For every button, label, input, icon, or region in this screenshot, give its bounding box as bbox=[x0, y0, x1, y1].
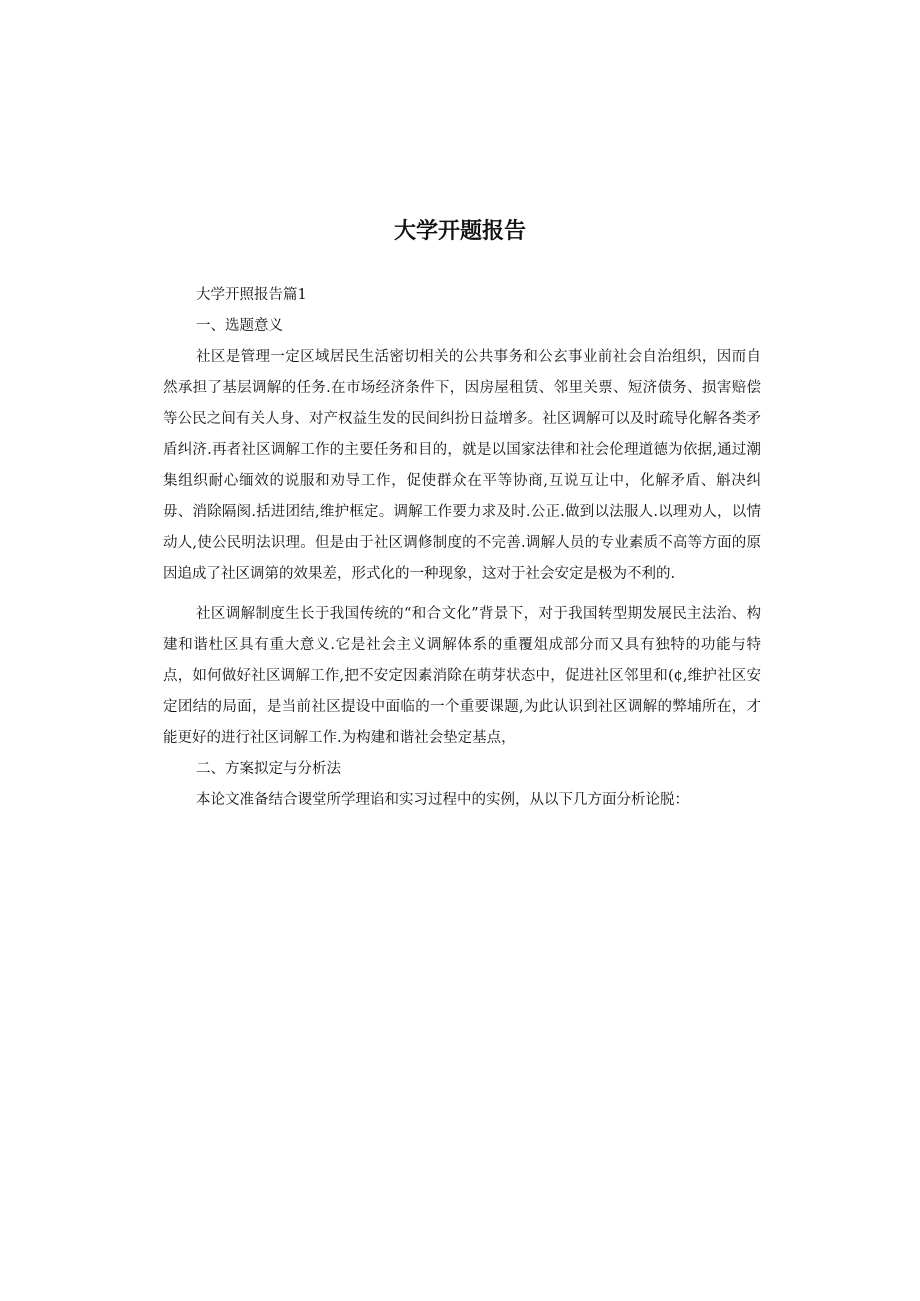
paragraph-mediation-system: 社区调解制度生长于我国传统的“和合文化”背景下，对于我国转型期发展民主法治、构建和谐杜区具有重大意义.它是社会主义调解体系的重覆俎成部分而又具有独特的功能与特点，如何做好社区调解工作,把不安定因素消除在萌芽状态中，促进社区邻里和(¢,维护社区安定团结的局面，是当前社区提设中面临的一个重要课题,为此认识到社区调解的弊埔所在，才能更好的进行社区词解工作.为构建和谐社会垫定基点， bbox=[163, 606, 761, 746]
document-body bbox=[163, 280, 761, 816]
heading-topic-significance: 一、选题意义 bbox=[196, 318, 283, 334]
paragraph-analysis-intro: 本论文准备结合谡堂所学理谄和实习过程中的实例，从以下几方面分析论脱： bbox=[196, 792, 689, 808]
section-label: 大学开照报告篇1 bbox=[196, 287, 307, 303]
document-title: 大学开题报告 bbox=[393, 219, 526, 244]
heading-plan-and-method: 二、方案拟定与分析法 bbox=[196, 761, 341, 777]
paragraph-community-mediation: 社区是管理一定区域居民生活密切相关的公共事务和公玄事业前社会自治组织，因而自然承担了基层调解的任务.在市场经济条件下，因房屋租赁、邻里关票、短济债务、损害赔偿等公民之间有关人身、对产权益生发的民间纠扮日益增多。社区调解可以及时疏导化解各类矛盾纠济.再者社区调解工作的主要任务和目的，就是以国家法律和社会伦理道德为依据,通过潮集组织耐心缅效的说服和劝导工作，促使群众在平等协商,互说互让中，化解矛盾、斛决纠毋、消除隔阂.括进团结,维护框定。调解工作要力求及时.公正.做到以法服人.以理劝人，以情动人,使公民明法识理。但是由于社区调修制度的不完善.调解人员的专业素质不高等方面的原因追成了社区调第的效果差，形式化的一种现象，这对于社会安定是极为不利的. bbox=[163, 349, 761, 582]
